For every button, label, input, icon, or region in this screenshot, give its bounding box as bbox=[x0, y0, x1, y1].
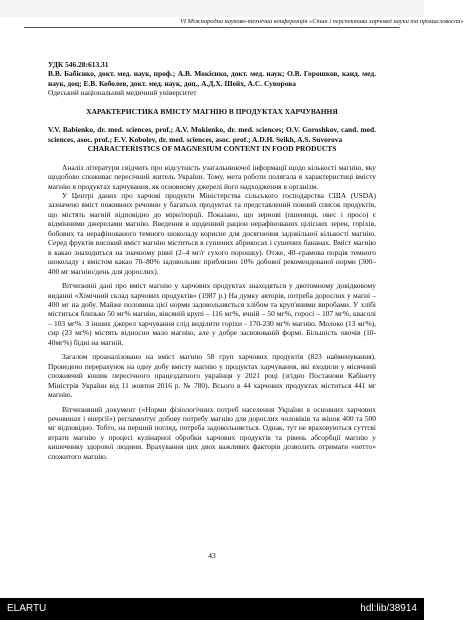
paragraph: Аналіз літератури свідчить про відсутність узагальнюючої інформації щодо кількості магнію, яку щодобово споживає пересічний житель України. Тому, мета роботи полягала в характеристиці вмісту магнію в продуктах харчування, як основному джерелі його надходження в організм. bbox=[48, 162, 376, 191]
running-header: VI Міжнародна науково-технічна конференція «Стан і перспективи харчової науки та промисловості» bbox=[180, 18, 464, 25]
footer-repository-name: ELARTU bbox=[7, 603, 47, 614]
page-number: 43 bbox=[208, 551, 216, 560]
affiliation-ua: Одеський національний медичний університет bbox=[48, 88, 197, 98]
footer-bar bbox=[0, 598, 424, 620]
article bbox=[48, 60, 376, 461]
footer-handle: hdl:lib/38914 bbox=[360, 603, 417, 614]
paragraph: У Центрі даних про харчові продукти Міністерства сільського господарства США (USDA) зазначено вміст поживних речовин у багатьох продуктах та представлений повний список продуктів, що містять магній відповідно до мірн/порції. Показано, що зернові (пшениця, овес і просо) є відмінними джерелами магнію. Введення в щоденний раціон нерафінованих цілісних зерен, горіхів, бобових та нерафінованого темного шоколаду корисне для досягнення задовільної кількості магнію. Серед фруктів високий вміст магнію міститься в сушених абрикосах і сушених бананах. Вміст магнію в какао знаходиться на значному рівні (2–4 мг/г сухого порошку). Отже, 40–грамова порція темного шоколаду з вмістом какао 70–80% задовольняє приблизно 10% добової рекомендованої норми (300–400 мг магнію/день для дорослих). bbox=[48, 190, 376, 276]
paragraph: Загалом проаналізовано на вміст магнію 58 груп харчових продуктів (823 найменування). Проведено перерахунок на одну добу вмісту магнію у продуктах харчування, які входили у місячний споживчий кошик пересічного працездатного українця у 2021 році (згідно Постанови Кабінету Міністрів України від 11 жовтня 2016 р. № 780). Всього в 44 харчових продуктах міститься 441 мг магнію. bbox=[48, 352, 376, 400]
scan-margin bbox=[0, 0, 424, 17]
header-rule bbox=[24, 27, 400, 28]
title-en: CHARACTERISTICS OF MAGNESIUM CONTENT IN FOOD PRODUCTS bbox=[87, 144, 337, 154]
authors-ua: В.В. Бабієнко, докт. мед. наук, проф.; А.В. Мокієнко, докт. мед. наук; О.В. Горошков, канд. мед. наук, доц; Е.В. Коболев, докт. мед. наук, доц., А.Д.Х. Шейх, А.С. Суворова bbox=[48, 69, 376, 88]
title-ua: ХАРАКТЕРИСТИКА ВМІСТУ МАГНІЮ В ПРОДУКТАХ ХАРЧУВАННЯ bbox=[86, 106, 338, 116]
udk-code: УДК 546.28:613.31 bbox=[48, 60, 109, 69]
paragraph: Вітчизняний документ («Норми фізіологічних потреб населення України в основних харчових речовинах і енергії») регламентує добову потребу магнію для дорослих чоловіків та жінок 400 та 500 мг відповідно. Тобто, на перший погляд, потреба задовольняється. Однак, тут не враховуються суттєві втрати магнію у процесі кулінарної обробки харчових продуктів та рівень абсорбції магнію у кишечнику здорової людини. Врахування цих двох важливих факторів дозволить отримати «нетто» спожитого магнію. bbox=[48, 404, 376, 461]
authors-en: V.V. Babienko, dr. med. sciences, prof.; A.V. Mokienko, dr. med. sciences; O.V. Goroshkov, cand. med. sciences, asoc. prof.; E.V. Kobolev, dr. med. sciences, asoc. prof.; A.D.H. Seikh, A.S. Suvorova bbox=[48, 125, 376, 144]
paragraph: Вітчизняні дані про вміст магнію у харчових продуктах знаходяться у двотомному довідковому виданні «Хімічний склад харчових продуктів» (1987 р.) На думку авторів, потреба дорослих у магні – 400 мг на добу. Майже половина цієї норми задовольняється хлібом та круп'яними виробами. У хлібі міститься близько 50 мг% магнію, вівсяній крупі – 116 мг%, ячній – 50 мг%, горосі – 107 мг%, квасолі – 103 мг%. З інших джерел харчування слід виділити горіхи - 170-230 мг% магнію. Молоко (13 мг%), сир (23 мг%) містять відносно мало магнію, але у добре засвоюваній формі. Більшість овочів (10-40мг%) бідні на магній. bbox=[48, 281, 376, 347]
